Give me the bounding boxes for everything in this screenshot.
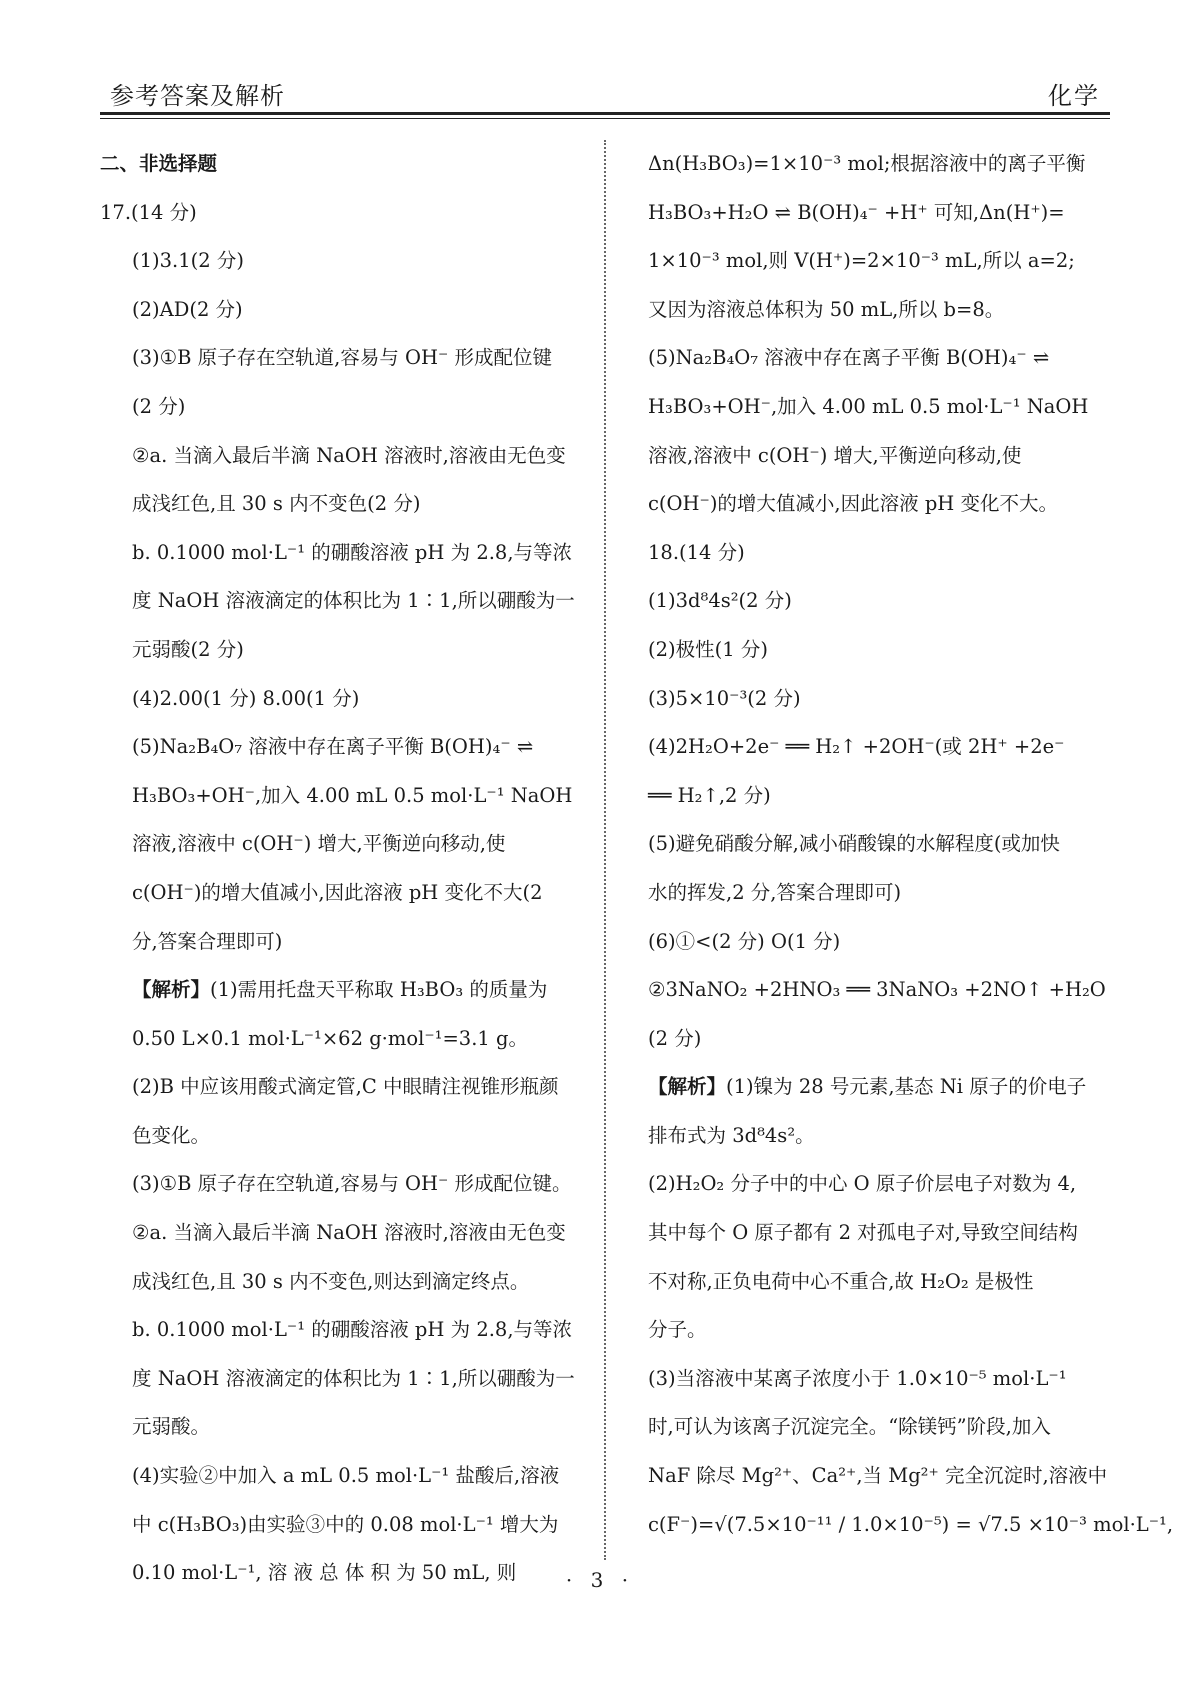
text-line: 度 NaOH 溶液滴定的体积比为 1∶1,所以硼酸为一 (132, 589, 575, 613)
text-line: (4)实验②中加入 a mL 0.5 mol·L⁻¹ 盐酸后,溶液 (132, 1464, 560, 1488)
text-line: Δn(H₃BO₃)=1×10⁻³ mol;根据溶液中的离子平衡 (648, 152, 1086, 175)
text-line: c(OH⁻)的增大值减小,因此溶液 pH 变化不大(2 (132, 880, 543, 904)
text-line: 水的挥发,2 分,答案合理即可) (648, 880, 902, 904)
text-line: 成浅红色,且 30 s 内不变色(2 分) (132, 492, 421, 516)
text-line: (3)5×10⁻³(2 分) (648, 686, 801, 710)
text-line: b. 0.1000 mol·L⁻¹ 的硼酸溶液 pH 为 2.8,与等浓 (132, 540, 573, 564)
text-line: H₃BO₃+OH⁻,加入 4.00 mL 0.5 mol·L⁻¹ NaOH (648, 394, 1089, 418)
text-line: H₃BO₃+OH⁻,加入 4.00 mL 0.5 mol·L⁻¹ NaOH (132, 783, 573, 807)
text-line: (2 分) (648, 1026, 702, 1050)
text-line: 排布式为 3d⁸4s²。 (648, 1123, 815, 1147)
text-line: (4)2.00(1 分) 8.00(1 分) (132, 686, 360, 710)
text-line: (3)当溶液中某离子浓度小于 1.0×10⁻⁵ mol·L⁻¹ (648, 1366, 1067, 1390)
text-line: (3)①B 原子存在空轨道,容易与 OH⁻ 形成配位键。 (132, 1172, 572, 1196)
text-line: ②a. 当滴入最后半滴 NaOH 溶液时,溶液由无色变 (132, 1221, 566, 1245)
text-line: (2)AD(2 分) (132, 297, 243, 321)
header-subject: 化学 (1048, 82, 1100, 110)
column-divider (604, 140, 606, 1560)
text-line: 成浅红色,且 30 s 内不变色,则达到滴定终点。 (132, 1269, 530, 1293)
text-line: 度 NaOH 溶液滴定的体积比为 1∶1,所以硼酸为一 (132, 1366, 575, 1390)
text-line: c(F⁻)=√(7.5×10⁻¹¹ / 1.0×10⁻⁵) = √7.5 ×10⁻³ mol·L⁻¹, (648, 1512, 1174, 1536)
text-line: 0.50 L×0.1 mol·L⁻¹×62 g·mol⁻¹=3.1 g。 (132, 1026, 528, 1050)
text-line: (1)3d⁸4s²(2 分) (648, 589, 792, 613)
text-line: (2 分) (132, 394, 186, 418)
page-header (100, 76, 1110, 110)
header-rule-thick (100, 112, 1110, 115)
text-line: (6)①<(2 分) O(1 分) (648, 929, 841, 953)
analysis-marker: 【解析】 (132, 978, 211, 1002)
text-line: 17.(14 分) (100, 200, 197, 224)
text-line: 分,答案合理即可) (132, 929, 283, 953)
text-line: ②3NaNO₂ +2HNO₃ ══ 3NaNO₃ +2NO↑ +H₂O (648, 978, 1106, 1002)
text-line: (2)B 中应该用酸式滴定管,C 中眼睛注视锥形瓶颜 (132, 1075, 559, 1099)
text-line: 1×10⁻³ mol,则 V(H⁺)=2×10⁻³ mL,所以 a=2; (648, 249, 1075, 273)
text-line: 【解析】(1)镍为 28 号元素,基态 Ni 原子的价电子 (648, 1075, 1087, 1099)
text-line: 【解析】(1)需用托盘天平称取 H₃BO₃ 的质量为 (132, 978, 548, 1002)
text-line: (2)极性(1 分) (648, 637, 768, 661)
text-line: 元弱酸。 (132, 1415, 211, 1439)
text-line: 溶液,溶液中 c(OH⁻) 增大,平衡逆向移动,使 (648, 443, 1022, 467)
text-line: ②a. 当滴入最后半滴 NaOH 溶液时,溶液由无色变 (132, 443, 566, 467)
text-line: 时,可认为该离子沉淀完全。“除镁钙”阶段,加入 (648, 1415, 1051, 1439)
header-rule-thin (100, 118, 1110, 119)
page-number: · 3 · (565, 1568, 635, 1592)
text-line: 分子。 (648, 1318, 707, 1342)
text-line: H₃BO₃+H₂O ⇌ B(OH)₄⁻ +H⁺ 可知,Δn(H⁺)= (648, 200, 1065, 224)
analysis-marker: 【解析】 (648, 1075, 727, 1099)
text-line: (3)①B 原子存在空轨道,容易与 OH⁻ 形成配位键 (132, 346, 553, 370)
text-line: c(OH⁻)的增大值减小,因此溶液 pH 变化不大。 (648, 492, 1059, 516)
text-line: 0.10 mol·L⁻¹, 溶 液 总 体 积 为 50 mL, 则 (132, 1561, 517, 1585)
text-line: (5)避免硝酸分解,减小硝酸镍的水解程度(或加快 (648, 832, 1060, 856)
text-line: 色变化。 (132, 1123, 211, 1147)
text-line: 其中每个 O 原子都有 2 对孤电子对,导致空间结构 (648, 1221, 1078, 1245)
text-line: 又因为溶液总体积为 50 mL,所以 b=8。 (648, 297, 1005, 321)
text-line: ══ H₂↑,2 分) (648, 783, 771, 807)
text-line: 溶液,溶液中 c(OH⁻) 增大,平衡逆向移动,使 (132, 832, 506, 856)
text-line: 二、非选择题 (100, 152, 218, 175)
text-line: (4)2H₂O+2e⁻ ══ H₂↑ +2OH⁻(或 2H⁺ +2e⁻ (648, 735, 1065, 759)
text-line: b. 0.1000 mol·L⁻¹ 的硼酸溶液 pH 为 2.8,与等浓 (132, 1318, 573, 1342)
text-line: 中 c(H₃BO₃)由实验③中的 0.08 mol·L⁻¹ 增大为 (132, 1512, 559, 1536)
text-line: 元弱酸(2 分) (132, 637, 244, 661)
text-line: (5)Na₂B₄O₇ 溶液中存在离子平衡 B(OH)₄⁻ ⇌ (132, 735, 534, 759)
left-column (100, 140, 588, 1598)
text-line: NaF 除尽 Mg²⁺、Ca²⁺,当 Mg²⁺ 完全沉淀时,溶液中 (648, 1464, 1108, 1488)
header-title: 参考答案及解析 (110, 82, 285, 110)
text-line: (2)H₂O₂ 分子中的中心 O 原子价层电子对数为 4, (648, 1172, 1077, 1196)
text-line: 不对称,正负电荷中心不重合,故 H₂O₂ 是极性 (648, 1269, 1034, 1293)
right-column (648, 140, 1174, 1549)
text-line: (1)3.1(2 分) (132, 249, 244, 273)
text-line: 18.(14 分) (648, 540, 745, 564)
text-line: (5)Na₂B₄O₇ 溶液中存在离子平衡 B(OH)₄⁻ ⇌ (648, 346, 1050, 370)
